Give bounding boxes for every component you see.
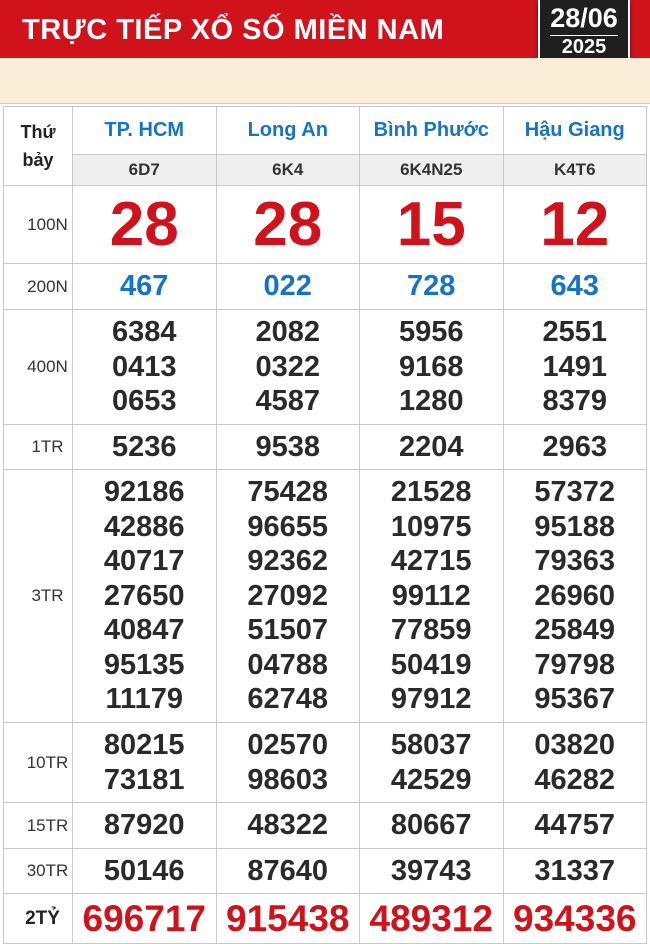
prize-cell	[216, 264, 360, 310]
province-header[interactable]	[360, 107, 504, 155]
prize-number: 2963	[542, 430, 607, 463]
date-badge	[538, 0, 630, 66]
prize-cell	[73, 470, 217, 723]
prize-number: 44757	[534, 809, 616, 842]
prize-cell	[503, 723, 647, 803]
prize-cell	[216, 803, 360, 849]
prize-cell	[503, 803, 647, 849]
prize-cell	[503, 310, 647, 425]
prize-number: 95135	[103, 648, 185, 681]
prize-number: 03820	[534, 729, 616, 761]
province-header[interactable]	[216, 107, 360, 155]
prize-number: 95367	[534, 683, 616, 716]
prize-number: 50146	[103, 854, 185, 887]
prize-cell	[360, 849, 504, 894]
prize-number: 467	[120, 270, 169, 302]
prize-number: 10975	[390, 510, 472, 543]
date-year: 2025	[561, 36, 607, 58]
prize-number: 46282	[534, 763, 616, 796]
prize-label-text: 10TR	[26, 752, 69, 772]
prize-number: 2204	[398, 430, 464, 463]
prize-number: 28	[109, 189, 179, 259]
prize-number: 42715	[390, 545, 472, 578]
prize-number: 79363	[534, 545, 616, 578]
prize-number: 0322	[255, 350, 320, 383]
prize-number: 95188	[534, 510, 616, 543]
prize-number: 40717	[103, 545, 185, 578]
prize-number: 80215	[103, 729, 185, 761]
province-header[interactable]	[73, 107, 217, 155]
ticket-code	[216, 155, 360, 186]
prize-number: 77859	[390, 614, 472, 647]
prize-number: 9168	[398, 350, 464, 383]
prize-number: 42529	[390, 763, 472, 796]
prize-number: 96655	[247, 510, 329, 543]
prize-cell	[360, 425, 504, 470]
province-header[interactable]	[503, 107, 647, 155]
prize-label-text: 1TR	[31, 437, 64, 456]
prize-number: 643	[550, 270, 599, 302]
prize-label	[4, 310, 73, 425]
prize-cell	[360, 803, 504, 849]
banner-strip	[0, 58, 650, 104]
weekday-line1: Thứ	[20, 122, 56, 142]
prize-number: 73181	[103, 763, 185, 796]
prize-cell	[360, 470, 504, 723]
prize-label	[4, 186, 73, 264]
prize-cell	[503, 470, 647, 723]
prize-number: 28	[253, 189, 323, 259]
prize-cell	[216, 470, 360, 723]
prize-cell	[360, 723, 504, 803]
prize-cell	[73, 186, 217, 264]
prize-label-text: 400N	[27, 357, 68, 376]
prize-number: 79798	[534, 648, 616, 681]
prize-number: 0413	[111, 350, 177, 383]
prize-label	[4, 470, 73, 723]
jackpot-label: 2TỶ	[25, 907, 60, 929]
prize-number: 26960	[534, 579, 616, 612]
prize-number: 58037	[390, 729, 472, 761]
prize-number: 21528	[390, 476, 472, 509]
prize-number: 2082	[255, 316, 320, 349]
prize-number: 51507	[247, 614, 329, 647]
prize-cell	[503, 425, 647, 470]
prize-number: 50419	[390, 648, 472, 681]
ticket-code-text: 6K4	[272, 160, 304, 179]
prize-label	[4, 803, 73, 849]
prize-number: 1280	[398, 385, 464, 418]
jackpot-number: 489312	[369, 897, 493, 939]
prize-number: 728	[407, 270, 456, 302]
prize-number: 8379	[542, 385, 607, 418]
jackpot-cell	[360, 894, 504, 944]
ticket-code-text: K4T6	[553, 160, 596, 179]
prize-cell	[503, 186, 647, 264]
weekday-line2: bảy	[22, 150, 54, 170]
prize-number: 57372	[534, 476, 616, 509]
prize-number: 62748	[247, 683, 329, 716]
prize-label-text: 30TR	[26, 861, 69, 880]
prize-number: 5236	[111, 430, 177, 463]
province-name[interactable]: Hậu Giang	[524, 119, 625, 141]
prize-cell	[73, 723, 217, 803]
prize-number: 25849	[534, 614, 616, 647]
ticket-code	[73, 155, 217, 186]
jackpot-number: 934336	[513, 897, 637, 939]
prize-label	[4, 723, 73, 803]
prize-number: 92186	[103, 476, 185, 509]
prize-number: 27092	[247, 579, 329, 612]
prize-number: 75428	[247, 476, 329, 509]
prize-cell	[503, 849, 647, 894]
prize-number: 80667	[390, 809, 472, 842]
prize-label	[4, 264, 73, 310]
prize-cell	[73, 310, 217, 425]
results-table	[3, 106, 647, 944]
prize-number: 5956	[398, 316, 464, 349]
prize-cell	[360, 310, 504, 425]
prize-number: 87640	[247, 854, 329, 887]
province-name[interactable]: Bình Phước	[373, 119, 489, 141]
prize-number: 0653	[111, 385, 177, 418]
prize-number: 39743	[390, 854, 472, 887]
ticket-code	[360, 155, 504, 186]
prize-number: 97912	[390, 683, 472, 716]
prize-label-text: 15TR	[26, 815, 69, 835]
prize-cell	[73, 425, 217, 470]
ticket-code-text: 6K4N25	[400, 160, 463, 179]
page-title: TRỰC TIẾP XỔ SỐ MIỀN NAM	[22, 14, 445, 46]
ticket-code	[503, 155, 647, 186]
prize-number: 2551	[542, 316, 607, 349]
prize-number: 40847	[103, 614, 185, 647]
prize-cell	[360, 186, 504, 264]
prize-number: 98603	[247, 763, 329, 796]
prize-cell	[73, 803, 217, 849]
jackpot-cell	[503, 894, 647, 944]
prize-number: 022	[263, 270, 312, 302]
prize-number: 4587	[255, 385, 320, 418]
prize-number: 15	[396, 189, 466, 259]
prize-cell	[360, 264, 504, 310]
province-name[interactable]: TP. HCM	[104, 119, 185, 141]
prize-number: 31337	[534, 854, 616, 887]
prize-number: 02570	[247, 729, 329, 761]
jackpot-number: 915438	[226, 897, 350, 939]
prize-number: 48322	[247, 809, 329, 842]
prize-label	[4, 849, 73, 894]
prize-cell	[216, 425, 360, 470]
prize-number: 04788	[247, 648, 329, 681]
date-day: 28/06	[550, 3, 618, 33]
prize-number: 6384	[111, 316, 177, 349]
prize-cell	[503, 264, 647, 310]
prize-number: 1491	[542, 350, 607, 383]
prize-cell	[73, 849, 217, 894]
prize-number: 27650	[103, 579, 185, 612]
prize-number: 9538	[255, 430, 320, 463]
prize-cell	[216, 186, 360, 264]
ticket-code-text: 6D7	[128, 160, 160, 179]
jackpot-cell	[73, 894, 217, 944]
prize-label-text: 200N	[27, 276, 68, 296]
jackpot-number: 696717	[82, 897, 206, 939]
prize-number: 87920	[103, 809, 185, 842]
prize-cell	[216, 849, 360, 894]
date-divider	[550, 35, 618, 36]
prize-label-text: 3TR	[31, 586, 64, 605]
prize-label	[4, 425, 73, 470]
prize-cell	[73, 264, 217, 310]
province-name[interactable]: Long An	[247, 119, 328, 141]
prize-label-text: 100N	[27, 214, 68, 234]
prize-cell	[216, 310, 360, 425]
jackpot-cell	[216, 894, 360, 944]
prize-label	[4, 894, 73, 944]
prize-number: 92362	[247, 545, 329, 578]
prize-number: 99112	[391, 579, 471, 612]
prize-number: 42886	[103, 510, 185, 543]
prize-number: 12	[540, 189, 610, 259]
weekday-cell	[4, 107, 73, 186]
prize-number: 11179	[105, 683, 183, 716]
prize-cell	[216, 723, 360, 803]
